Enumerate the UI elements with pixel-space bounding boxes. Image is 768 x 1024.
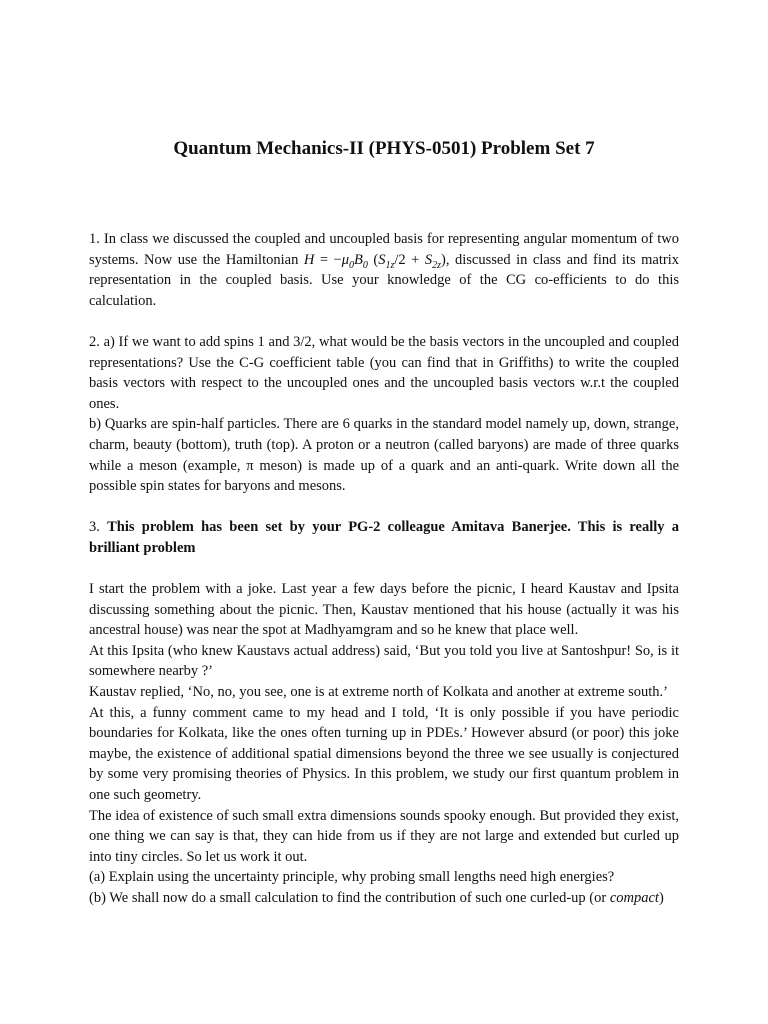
eq-mu: μ bbox=[341, 251, 349, 268]
page-title: Quantum Mechanics-II (PHYS-0501) Problem Set 7 bbox=[173, 138, 595, 159]
story-paragraph: At this, a funny comment came to my head and I told, ‘It is only possible if you have periodic boundaries for Kolkata, like the ones often turning up in PDEs.’ However absurd (or poor) this joke maybe, the existence of additional spatial dimensions beyond the three we see usually is conjectured by some very promising theories of Physics. In this problem, we study our first quantum problem in one such geometry. bbox=[89, 704, 679, 804]
problem-3b-close: ) bbox=[658, 890, 664, 906]
eq-H: H bbox=[303, 251, 315, 268]
eq-S1-sub: 1z bbox=[385, 259, 395, 271]
story-paragraph: The idea of existence of such small extra dimensions sounds spooky enough. But provided they exist, one thing we can say is that, they can hide from us if they are not large and extended but curled up into tiny circles. So let us work it out. bbox=[89, 807, 679, 865]
eq-B-sub: 0 bbox=[362, 259, 368, 271]
eq-S1: S bbox=[378, 251, 386, 268]
eq-B: B bbox=[354, 251, 363, 268]
problem-1-text-before: 1. In class we discussed the coupled and uncoupled basis for representing angular momentum of two systems. Now use the Hamiltonian bbox=[89, 231, 679, 268]
story-paragraph: At this Ipsita (who knew Kaustavs actual address) said, ‘But you told you live at Santoshpur! So, is it somewhere nearby ?’ bbox=[89, 642, 679, 680]
eq-S2-sub: 2z bbox=[432, 259, 442, 271]
problem-3-bold-note: This problem has been set by your PG-2 colleague Amitava Banerjee. This is really a brilliant problem bbox=[89, 519, 680, 556]
problem-2b: b) Quarks are spin-half particles. There are 6 quarks in the standard model namely up, down, strange, charm, beauty (bottom), truth (top). A proton or a neutron (called baryons) are made of three quarks while a meson (example, π meson) is made up of a quark and an anti-quark. Write down all the possible spin states for baryons and mesons. bbox=[89, 416, 679, 495]
problem-3a: (a) Explain using the uncertainty principle, why probing small lengths need high energies? bbox=[89, 869, 615, 886]
eq-S2: S bbox=[424, 251, 433, 268]
problem-3b bbox=[89, 888, 679, 909]
problem-3-number: 3. bbox=[89, 519, 108, 536]
problem-1-text-after: , discussed in class and find its matrix representation in the coupled basis. Use your knowledge of the CG co-efficients to do this calculation. bbox=[89, 251, 679, 309]
eq-mu-sub: 0 bbox=[349, 259, 354, 271]
problem-3-heading bbox=[89, 517, 679, 558]
document-body bbox=[89, 229, 679, 909]
story-paragraph: I start the problem with a joke. Last year a few days before the picnic, I heard Kaustav and Ipsita discussing something about the picnic. Then, Kaustav mentioned that his house (actually it was his ancestral house) was near the spot at Madhyamgram and so he knew that place well. bbox=[89, 581, 679, 639]
eq-mid: /2 + bbox=[394, 251, 425, 268]
eq-equals: = − bbox=[314, 251, 342, 268]
problem-3b-italic: compact bbox=[609, 890, 659, 906]
eq-close: ) bbox=[441, 251, 446, 268]
story-paragraph: Kaustav replied, ‘No, no, you see, one is at extreme north of Kolkata and another at extreme south.’ bbox=[89, 684, 669, 701]
problem-1 bbox=[89, 229, 679, 311]
eq-open: ( bbox=[367, 251, 379, 268]
hamiltonian-equation bbox=[303, 251, 446, 271]
problem-2a: 2. a) If we want to add spins 1 and 3/2, what would be the basis vectors in the uncoupled and coupled representations? Use the C-G coefficient table (you can find that in Griffiths) to write the coupled basis vectors with respect to the uncoupled ones and the uncoupled basis vectors w.r.t the coupled ones. bbox=[89, 333, 679, 412]
problem-3b-text: (b) We shall now do a small calculation to find the contribution of such one curled-up (or bbox=[89, 890, 610, 906]
